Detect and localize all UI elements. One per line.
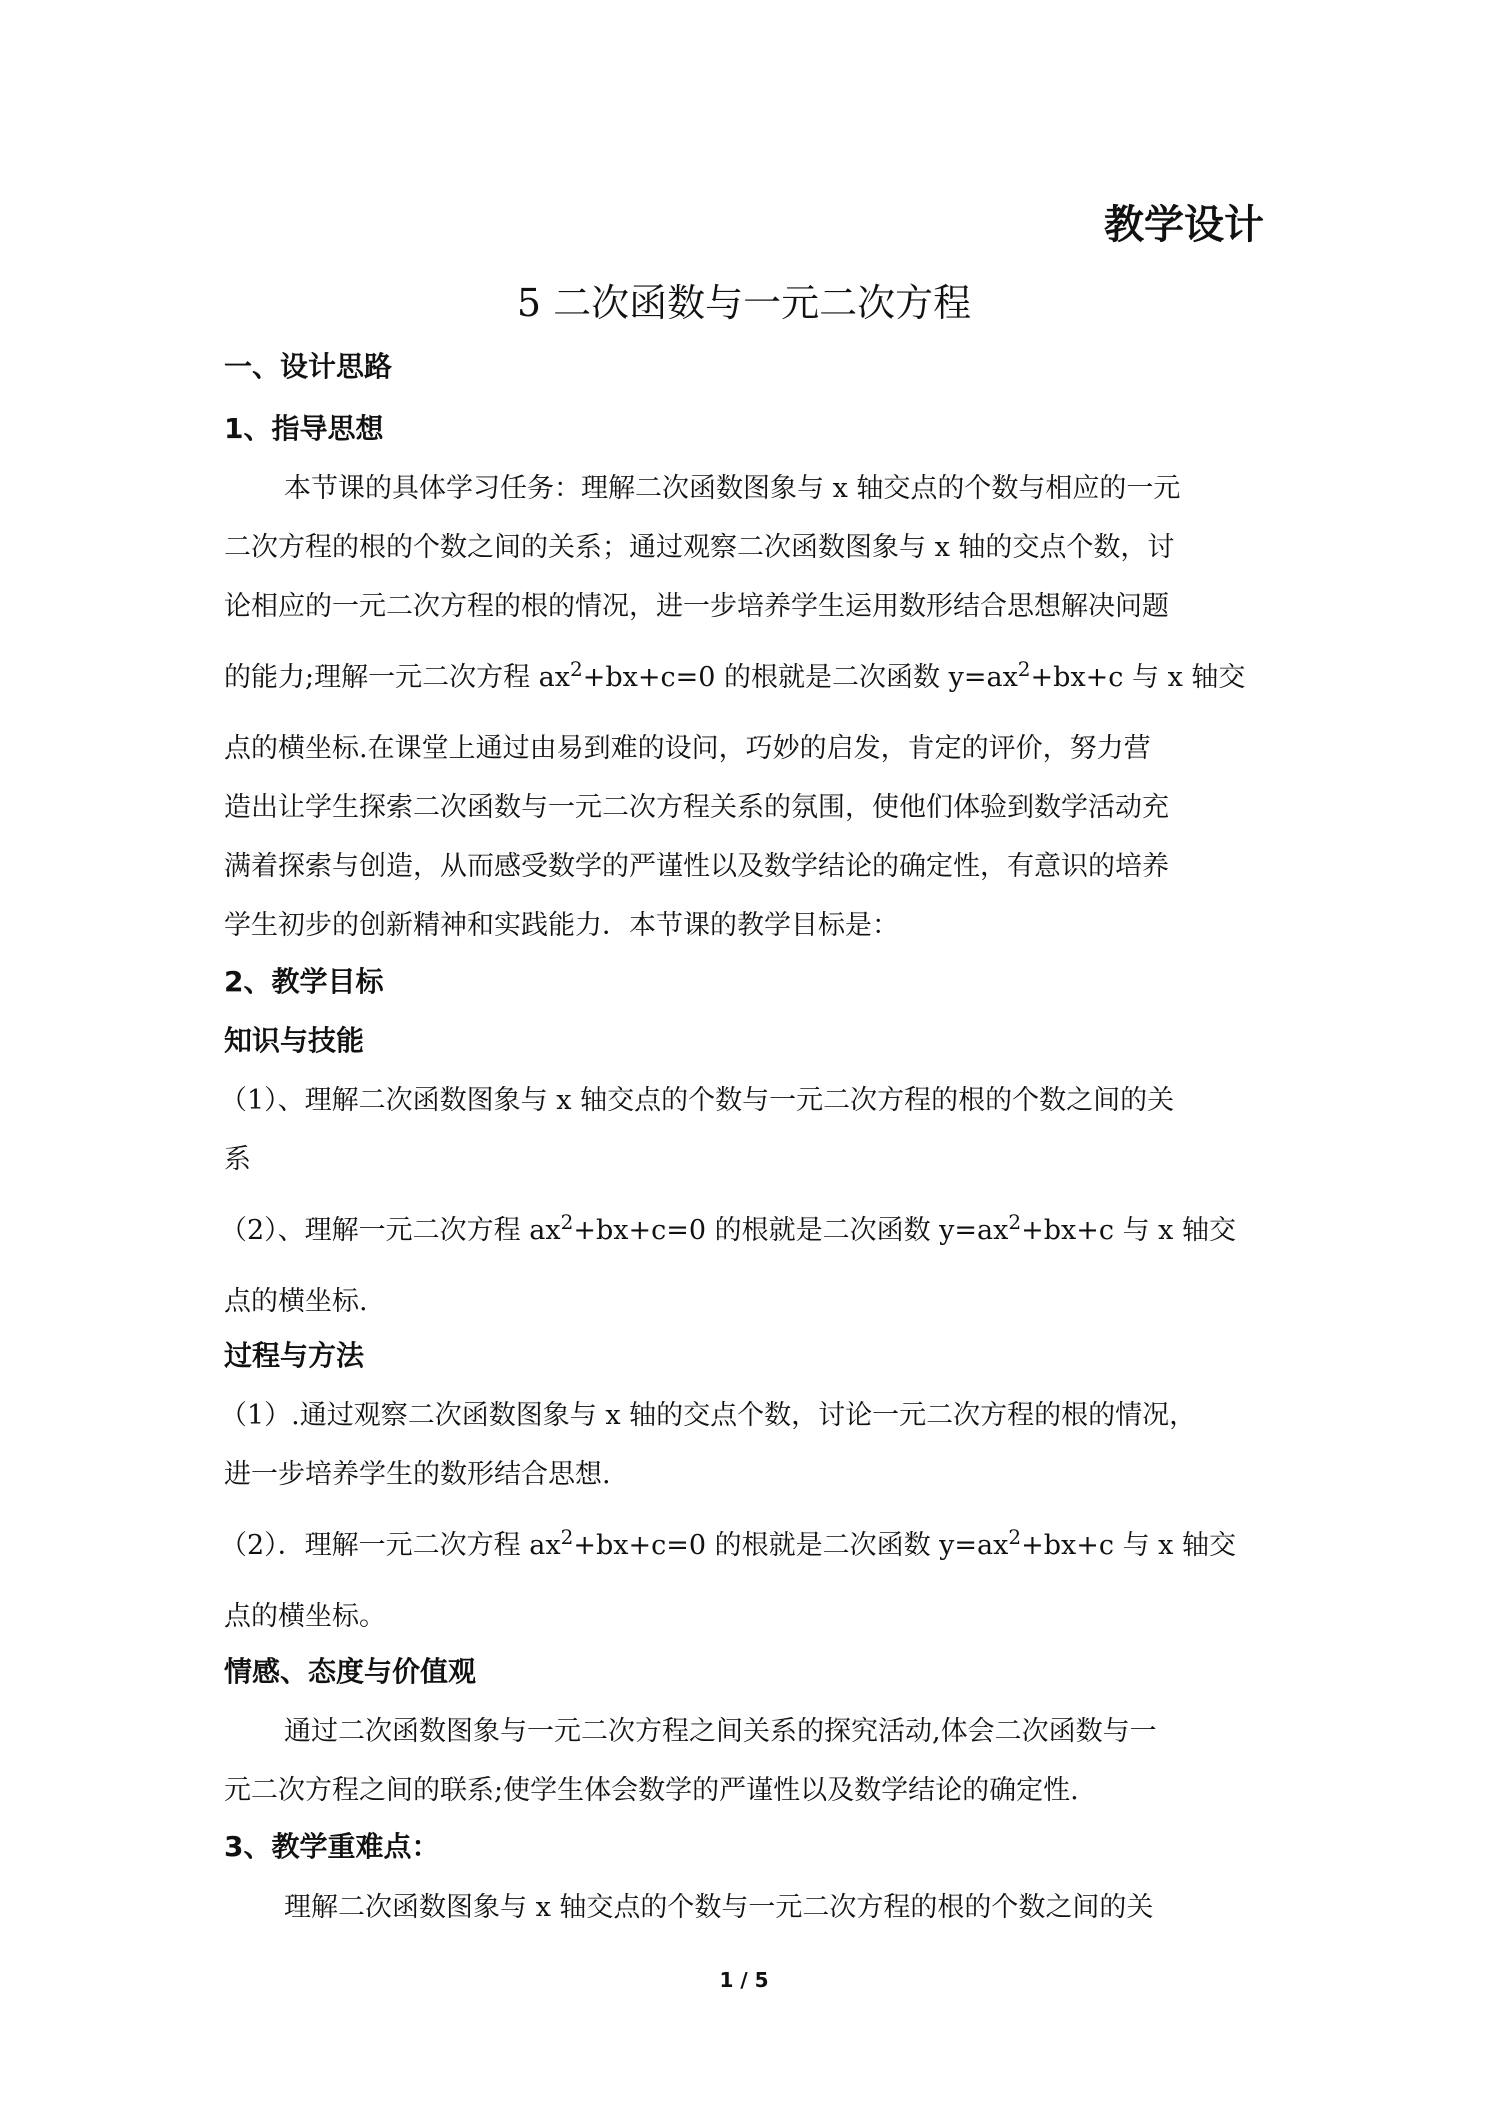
para-line-formula: 的能力;理解一元二次方程 $ax^2+bx+c=0$ 的根就是二次函数 $y=ax^2+bx+c$ 与 x 轴交 <box>224 657 1246 693</box>
para-line: 满着探索与创造，从而感受数学的严谨性以及数学结论的确定性，有意识的培养 <box>224 851 1169 882</box>
subheading-emotion: 情感、态度与价值观 <box>224 1655 477 1688</box>
para-line: 元二次方程之间的联系;使学生体会数学的严谨性以及数学结论的确定性. <box>224 1775 1079 1806</box>
goal-item: （1）、理解二次函数图象与 x 轴交点的个数与一元二次方程的根的个数之间的关 <box>220 1085 1175 1116</box>
subheading-process: 过程与方法 <box>224 1339 365 1372</box>
para-line: 理解二次函数图象与 x 轴交点的个数与一元二次方程的根的个数之间的关 <box>284 1892 1154 1923</box>
goal-item-formula: （2）．理解一元二次方程 $ax^2+bx+c=0$ 的根就是二次函数 $y=ax^2+bx+c$ 与 x 轴交 <box>220 1525 1236 1561</box>
para-line: 通过二次函数图象与一元二次方程之间关系的探究活动,体会二次函数与一 <box>284 1716 1157 1747</box>
para-line: 论相应的一元二次方程的根的情况，进一步培养学生运用数形结合思想解决问题 <box>224 591 1169 622</box>
section-heading-keypoints: 3、教学重难点： <box>224 1830 440 1863</box>
section-heading-guiding: 1、指导思想 <box>224 412 384 445</box>
para-line: 二次方程的根的个数之间的关系；通过观察二次函数图象与 x 轴的交点个数，讨 <box>224 532 1175 563</box>
section-heading-design: 一、设计思路 <box>224 350 393 383</box>
goal-item-cont: 系 <box>224 1144 251 1175</box>
subheading-knowledge: 知识与技能 <box>224 1024 365 1057</box>
goal-item-cont: 点的横坐标. <box>224 1286 368 1317</box>
para-line: 点的横坐标.在课堂上通过由易到难的设问，巧妙的启发，肯定的评价，努力营 <box>224 733 1151 764</box>
goal-item-cont: 进一步培养学生的数形结合思想. <box>224 1459 611 1490</box>
para-line: 学生初步的创新精神和实践能力．本节课的教学目标是： <box>224 910 899 941</box>
header-title: 教学设计 <box>1104 202 1264 248</box>
doc-title: 5 二次函数与一元二次方程 <box>516 281 972 325</box>
goal-item-cont: 点的横坐标。 <box>224 1601 386 1632</box>
para-line: 造出让学生探索二次函数与一元二次方程关系的氛围，使他们体验到数学活动充 <box>224 792 1169 823</box>
section-heading-goals: 2、教学目标 <box>224 965 384 998</box>
goal-item-formula: （2）、理解一元二次方程 $ax^2+bx+c=0$ 的根就是二次函数 $y=ax^2+bx+c$ 与 x 轴交 <box>220 1210 1236 1246</box>
para-line: 本节课的具体学习任务：理解二次函数图象与 x 轴交点的个数与相应的一元 <box>284 473 1181 504</box>
goal-item: （1）.通过观察二次函数图象与 x 轴的交点个数，讨论一元二次方程的根的情况， <box>220 1400 1197 1431</box>
page-number: 1 / 5 <box>719 1968 769 1992</box>
